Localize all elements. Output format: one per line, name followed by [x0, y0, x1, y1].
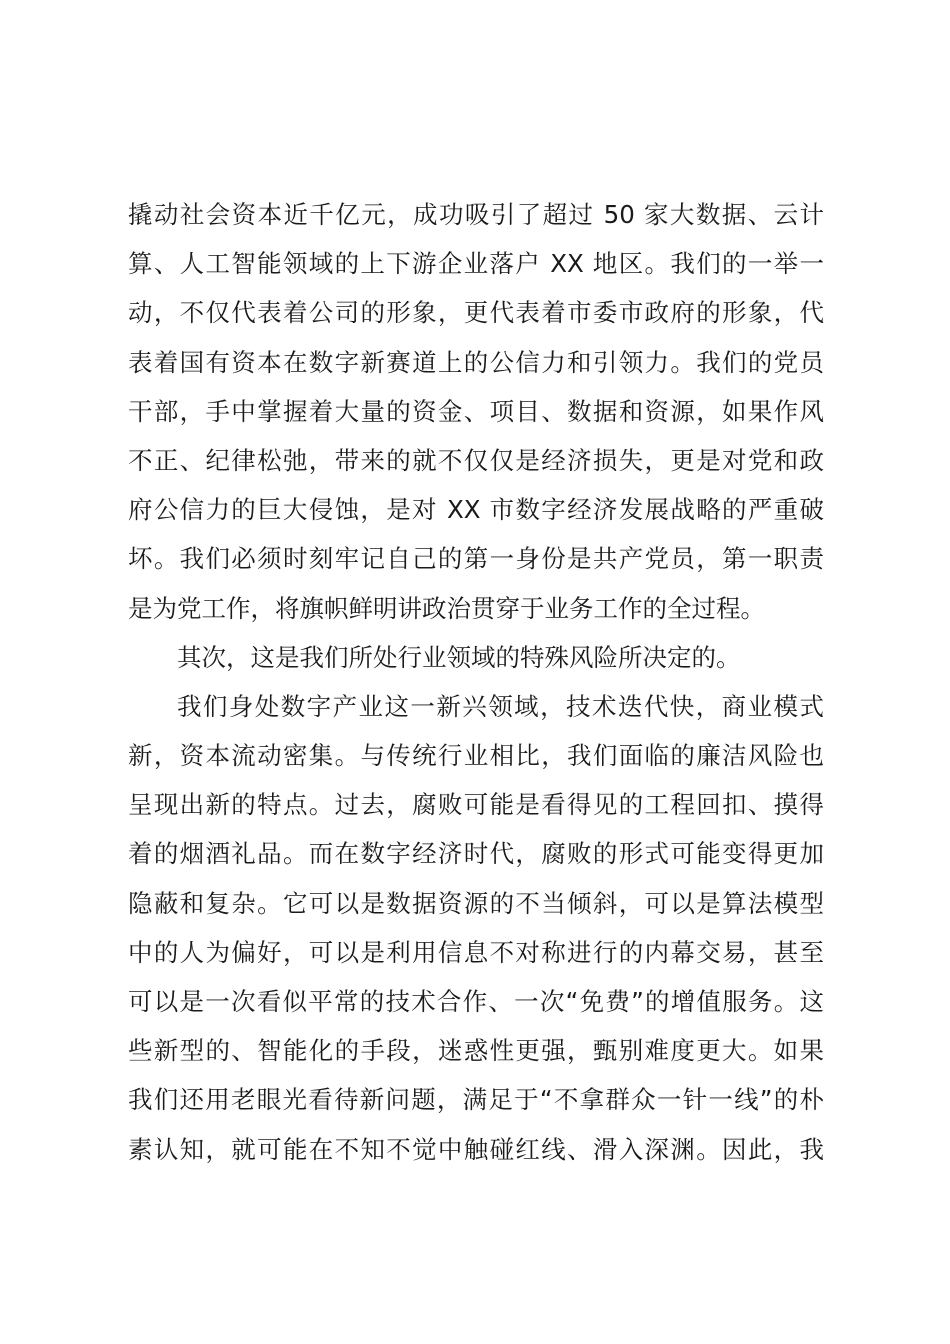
text-line: 我们还用老眼光看待新问题，满足于“不拿群众一针一线”的朴: [128, 1085, 824, 1115]
text-line: 呈现出新的特点。过去，腐败可能是看得见的工程回扣、摸得: [128, 790, 824, 820]
text-line: 新，资本流动密集。与传统行业相比，我们面临的廉洁风险也: [128, 741, 824, 771]
text-line: 表着国有资本在数字新赛道上的公信力和引领力。我们的党员: [128, 347, 824, 377]
text-line: 不正、纪律松弛，带来的就不仅仅是经济损失，更是对党和政: [128, 445, 824, 475]
text-line: 中的人为偏好，可以是利用信息不对称进行的内幕交易，甚至: [128, 937, 824, 967]
text-line: 我们身处数字产业这一新兴领域，技术迭代快，商业模式: [177, 691, 824, 721]
document-body: [128, 190, 824, 1174]
text-line: 干部，手中掌握着大量的资金、项目、数据和资源，如果作风: [128, 396, 824, 426]
text-line: 些新型的、智能化的手段，迷惑性更强，甄别难度更大。如果: [128, 1036, 824, 1066]
text-line: 素认知，就可能在不知不觉中触碰红线、滑入深渊。因此，我: [128, 1134, 824, 1164]
text-line: 是为党工作，将旗帜鲜明讲政治贯穿于业务工作的全过程。: [128, 593, 765, 623]
text-line: 可以是一次看似平常的技术合作、一次“免费”的增值服务。这: [128, 987, 824, 1016]
section-lead-sentence: 其次，这是我们所处行业领域的特殊风险所决定的。: [177, 642, 741, 672]
text-line: 着的烟酒礼品。而在数字经济时代，腐败的形式可能变得更加: [128, 839, 824, 869]
text-line: 隐蔽和复杂。它可以是数据资源的不当倾斜，可以是算法模型: [128, 888, 824, 918]
text-line: 坏。我们必须时刻牢记自己的第一身份是共产党员，第一职责: [128, 544, 824, 574]
text-line: 撬动社会资本近千亿元，成功吸引了超过 50 家大数据、云计: [128, 200, 824, 229]
text-line: 算、人工智能领域的上下游企业落户 XX 地区。我们的一举一: [128, 249, 824, 279]
text-line: 府公信力的巨大侵蚀，是对 XX 市数字经济发展战略的严重破: [128, 495, 824, 525]
text-line: 动，不仅代表着公司的形象，更代表着市委市政府的形象，代: [128, 298, 824, 328]
